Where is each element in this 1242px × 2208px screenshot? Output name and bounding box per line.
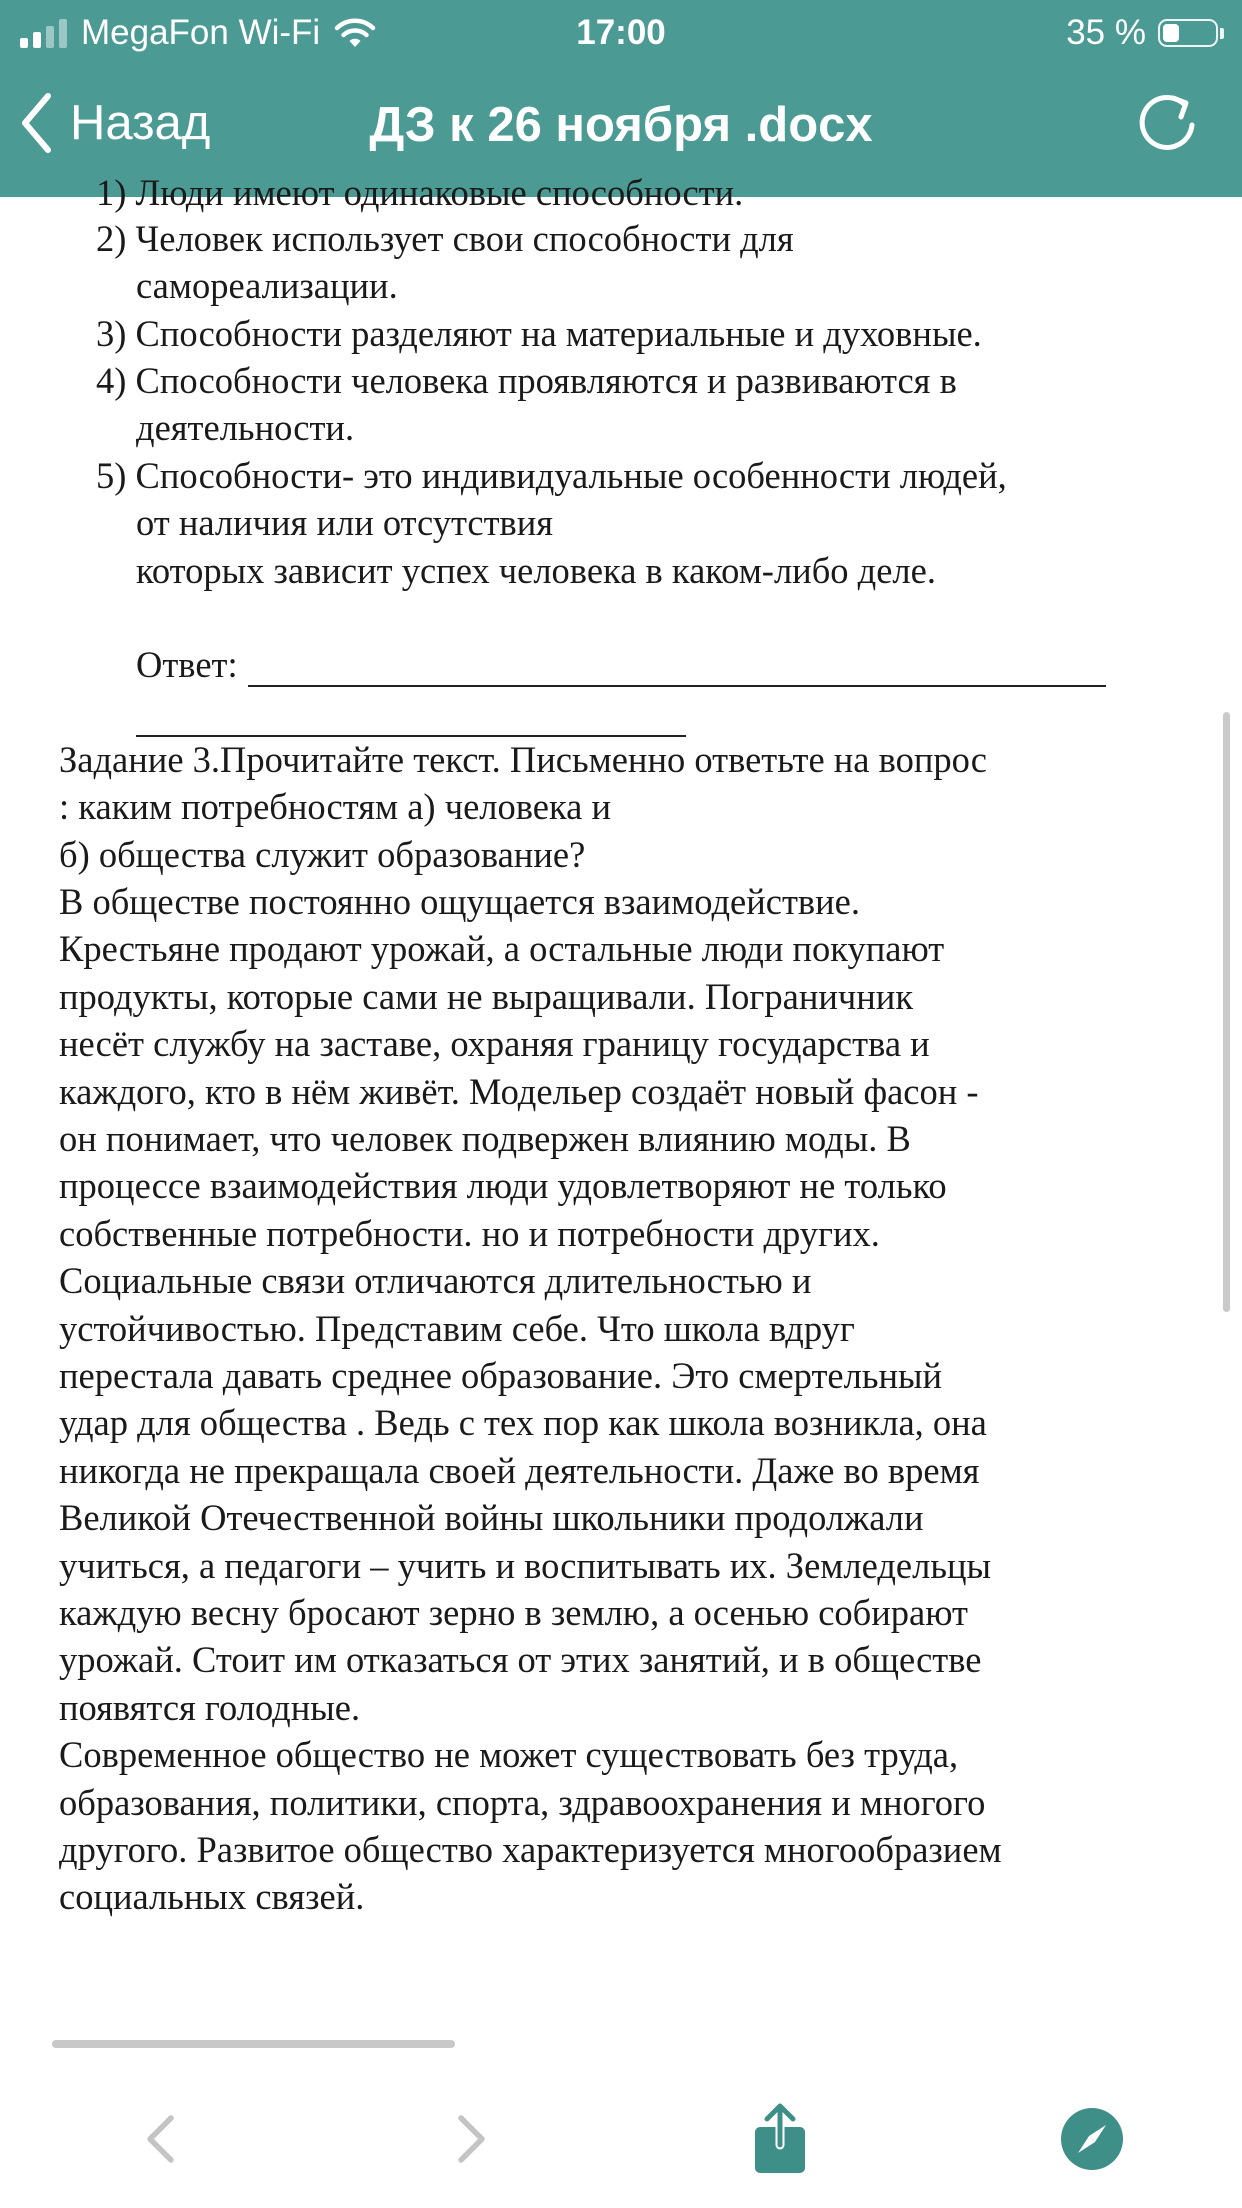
text-line: собственные потребности. но и потребности других. (59, 1212, 880, 1254)
task-heading: : каким потребностям а) человека и (59, 786, 611, 827)
list-line: 5) Способности- это индивидуальные особенности людей, (96, 455, 1007, 496)
status-battery (1066, 8, 1224, 58)
share-icon (750, 2101, 810, 2177)
text-line: другого. Развитое общество характеризуется многообразием (59, 1829, 1002, 1870)
text-line: перестала давать среднее образование. Это смертельный (59, 1355, 943, 1396)
status-time: 17:00 (576, 13, 666, 52)
text-line: учиться, а педагоги – учить и воспитывать их. Земледельцы (59, 1544, 992, 1586)
list-line: которых зависит успех человека в каком-либо деле. (136, 550, 936, 591)
text-line: Социальные связи отличаются длительностью и (59, 1260, 812, 1302)
text-line: каждую весну бросают зерно в землю, а осенью собирают (59, 1592, 968, 1633)
text-line: В обществе постоянно ощущается взаимодействие. (59, 881, 861, 922)
battery-icon (1158, 19, 1218, 47)
list-line: от наличия или отсутствия (136, 502, 554, 543)
battery-percent: 35 % (1066, 13, 1146, 52)
task-heading: б) общества служит образование? (59, 834, 586, 875)
reload-button[interactable] (1132, 90, 1202, 160)
text-line: несёт службу на заставе, охраняя границу государства и (59, 1023, 930, 1065)
list-line: 4) Способности человека проявляются и развиваются в (96, 360, 957, 401)
answer-line (248, 685, 1106, 687)
text-line: Крестьяне продают урожай, а остальные люди покупают (59, 928, 945, 970)
answer-line (136, 735, 686, 737)
back-button[interactable] (20, 88, 210, 158)
text-line: урожай. Стоит им отказаться от этих занятий, и в обществе (59, 1639, 982, 1681)
list-line: 2) Человек использует свои способности для (96, 218, 794, 259)
carrier-label: MegaFon Wi-Fi (81, 13, 321, 52)
open-in-safari-button[interactable] (1052, 2099, 1132, 2179)
back-label: Назад (70, 96, 211, 150)
text-line: Современное общество не может существовать без труда, (59, 1734, 959, 1776)
task-heading: Задание 3.Прочитайте текст. Письменно ответьте на вопрос (59, 739, 988, 780)
text-line: Великой Отечественной войны школьники продолжали (59, 1497, 924, 1539)
reload-icon (1132, 90, 1202, 160)
vertical-scrollbar[interactable] (1223, 712, 1230, 1312)
top-header (0, 0, 1242, 197)
chevron-right-icon (455, 2114, 489, 2164)
chevron-left-icon (20, 92, 52, 154)
browser-forward-button[interactable] (432, 2099, 512, 2179)
document-view[interactable] (0, 172, 1242, 1997)
partial-list-item: 1) Люди имеют одинаковые способности. (96, 172, 744, 213)
text-line: устойчивостью. Представим себе. Что школа вдруг (59, 1307, 855, 1349)
horizontal-scrollbar[interactable] (52, 2040, 455, 2048)
text-line: процессе взаимодействия люди удовлетворяют не только (59, 1165, 947, 1207)
list-line: деятельности. (136, 407, 355, 448)
text-line: никогда не прекращала своей деятельности. Даже во время (59, 1449, 980, 1491)
answer-label: Ответ: (136, 644, 238, 685)
bottom-toolbar (0, 1997, 1242, 2208)
list-line: самореализации. (136, 265, 398, 306)
text-line: социальных связей. (59, 1876, 365, 1918)
text-line: удар для общества . Ведь с тех пор как школа возникла, она (59, 1402, 987, 1444)
text-line: образования, политики, спорта, здравоохранения и многого (59, 1781, 986, 1823)
list-line: 3) Способности разделяют на материальные и духовные. (96, 313, 982, 354)
text-line: он понимает, что человек подвержен влиянию моды. В (59, 1118, 911, 1159)
chevron-left-icon (143, 2114, 177, 2164)
browser-back-button[interactable] (120, 2099, 200, 2179)
text-line: продукты, которые сами не выращивали. Пограничник (59, 975, 914, 1017)
share-button[interactable] (740, 2099, 820, 2179)
document-title: ДЗ к 26 ноября .docx (369, 98, 873, 152)
compass-icon (1060, 2107, 1124, 2171)
text-line: появятся голодные. (59, 1686, 361, 1728)
text-line: каждого, кто в нём живёт. Модельер создаёт новый фасон - (59, 1070, 979, 1112)
